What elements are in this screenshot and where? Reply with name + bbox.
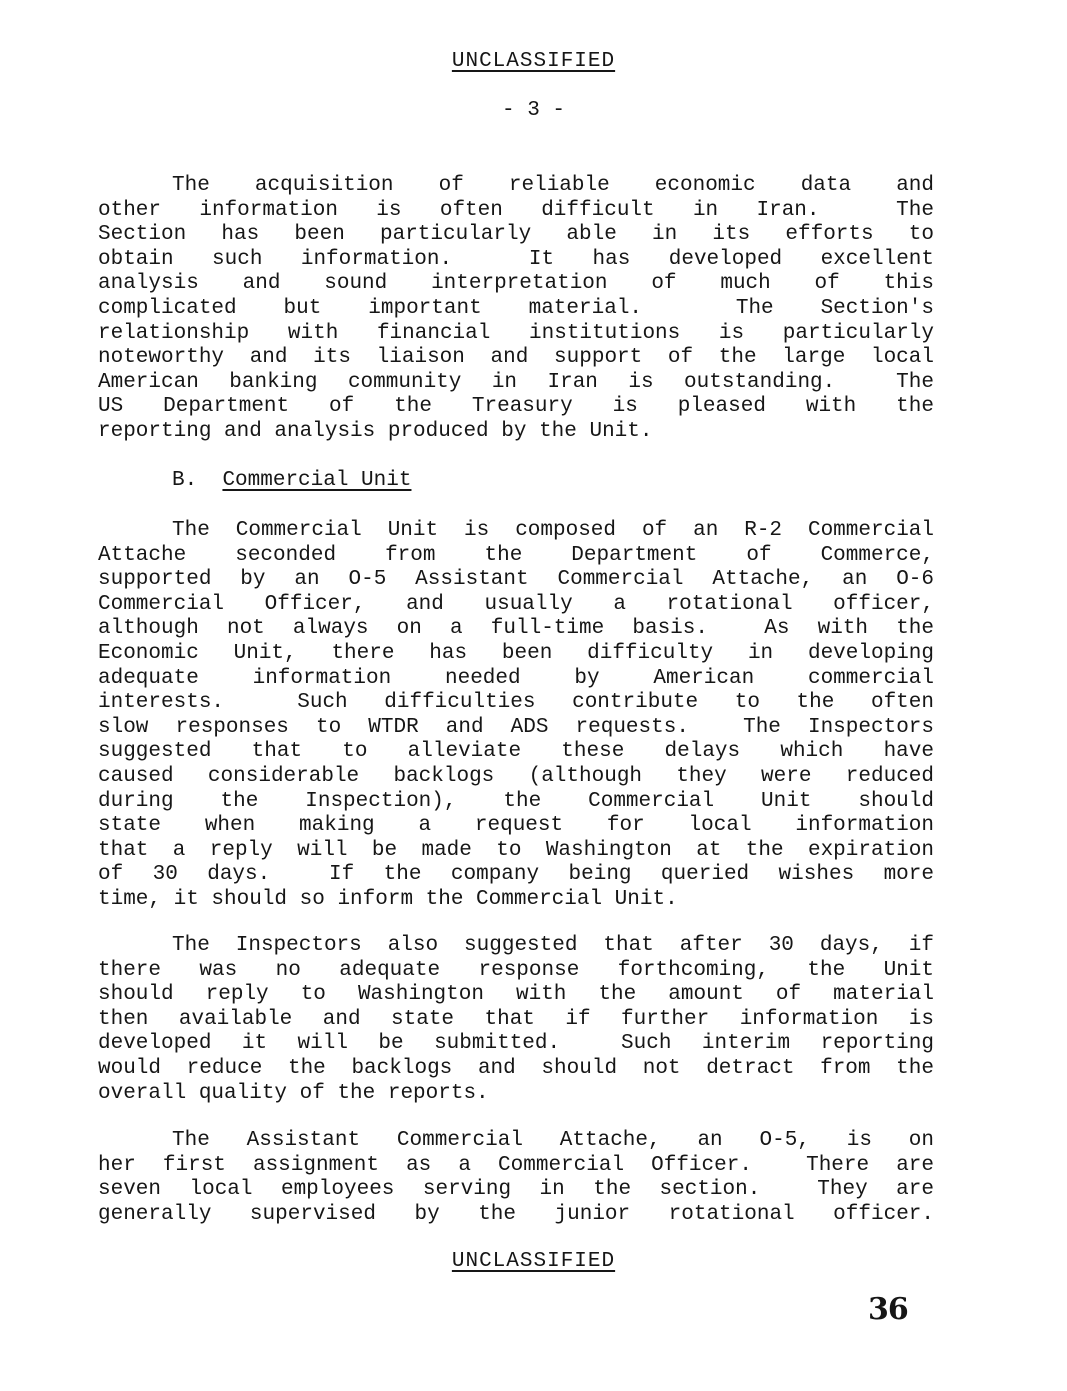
paragraph-interim-reporting — [98, 934, 934, 1106]
text-line: The Inspectors also suggested that after 30 days, if — [172, 934, 934, 957]
text-line: generally supervised by the junior rotational officer. — [98, 1202, 934, 1226]
text-line: obtain such information. It has developed excellent — [98, 247, 934, 271]
text-line: that a reply will be made to Washington at the expiration — [98, 838, 934, 862]
text-line: analysis and sound interpretation of much of this — [98, 272, 934, 296]
text-line: Commercial Officer, and usually a rotational officer, — [98, 592, 934, 616]
page-marker: - 3 - — [501, 99, 565, 122]
text-line: The Assistant Commercial Attache, an O-5, is on — [172, 1129, 934, 1152]
text-line: American banking community in Iran is outstanding. The — [98, 370, 934, 394]
text-line: developed it will be submitted. Such interim reporting — [98, 1032, 934, 1056]
text-line: time, it should so inform the Commercial Unit. — [98, 887, 678, 911]
text-line: then available and state that if further information is — [98, 1007, 934, 1031]
paragraph-economic-data — [98, 174, 934, 445]
text-line: complicated but important material. The Section's — [98, 296, 934, 320]
header-classification: UNCLASSIFIED — [451, 50, 616, 73]
text-line: during the Inspection), the Commercial Unit should — [98, 789, 934, 813]
section-heading — [172, 469, 411, 492]
text-line: caused considerable backlogs (although they were reduced — [98, 764, 934, 788]
text-line: supported by an O-5 Assistant Commercial Attache, an O-6 — [98, 568, 934, 592]
section-letter: B. — [172, 469, 198, 492]
text-line: Economic Unit, there has been difficulty in developing — [98, 641, 934, 665]
text-line: seven local employees serving in the section. They are — [98, 1178, 934, 1202]
page-stamp-number: 36 — [868, 1292, 908, 1327]
text-line: Attache seconded from the Department of Commerce, — [98, 543, 934, 567]
text-line: although not always on a full-time basis. As with the — [98, 617, 934, 641]
text-line: other information is often difficult in Iran. The — [98, 198, 934, 222]
text-line: Section has been particularly able in its efforts to — [98, 223, 934, 247]
text-line: of 30 days. If the company being queried wishes more — [98, 863, 934, 887]
footer-classification: UNCLASSIFIED — [451, 1250, 616, 1273]
text-line: adequate information needed by American commercial — [98, 666, 934, 690]
text-line: state when making a request for local information — [98, 814, 934, 838]
text-line: slow responses to WTDR and ADS requests. The Inspectors — [98, 715, 934, 739]
text-line: should reply to Washington with the amount of material — [98, 983, 934, 1007]
text-line: reporting and analysis produced by the Unit. — [98, 419, 653, 443]
text-line: The acquisition of reliable economic data and — [172, 174, 934, 197]
text-line: there was no adequate response forthcoming, the Unit — [98, 958, 934, 982]
text-line: interests. Such difficulties contribute to the often — [98, 691, 934, 715]
text-line: would reduce the backlogs and should not detract from the — [98, 1056, 934, 1080]
text-line: relationship with financial institutions is particularly — [98, 321, 934, 345]
text-line: The Commercial Unit is composed of an R-2 Commercial — [172, 519, 934, 542]
paragraph-commercial-unit — [98, 519, 934, 913]
text-line: suggested that to alleviate these delays which have — [98, 740, 934, 764]
section-title: Commercial Unit — [222, 469, 412, 492]
text-line: her first assignment as a Commercial Officer. There are — [98, 1153, 934, 1177]
text-line: noteworthy and its liaison and support of the large local — [98, 346, 934, 370]
text-line: overall quality of the reports. — [98, 1081, 489, 1105]
text-line: US Department of the Treasury is pleased with the — [98, 395, 934, 419]
paragraph-assistant-attache — [98, 1129, 934, 1227]
